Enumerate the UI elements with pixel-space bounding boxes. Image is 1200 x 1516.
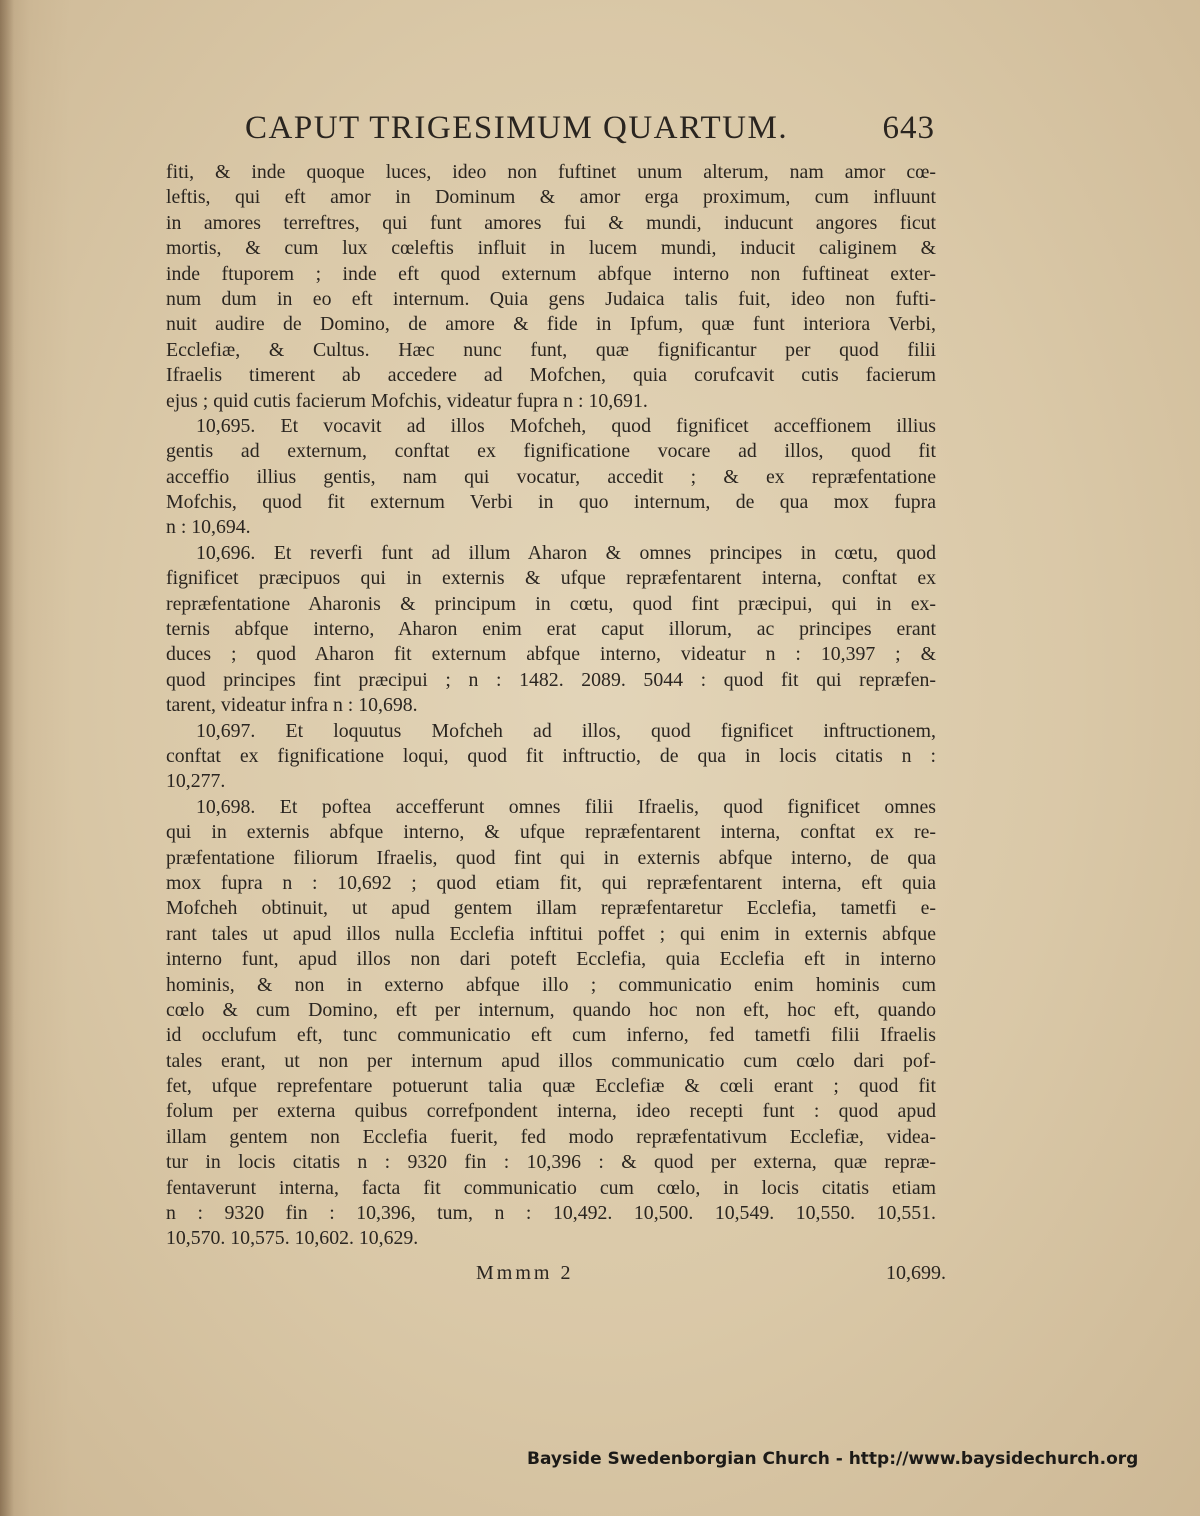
paragraph-10695-start: 10,695. Et vocavit ad illos Mofcheh, quod fignificet acceffionem illius (196, 414, 936, 437)
text-line: fentaverunt interna, facta fit communicatio cum cœlo, in locis citatis etiam (166, 1176, 936, 1199)
text-line: num dum in eo eft internum. Quia gens Judaica talis fuit, ideo non fufti- (166, 287, 936, 310)
text-line: 10,277. (166, 770, 226, 793)
text-line: Mofchis, quod fit externum Verbi in quo internum, de qua mox fupra (166, 491, 936, 514)
watermark-credit: Bayside Swedenborgian Church - http://www.baysidechurch.org (527, 1449, 1139, 1469)
signature-mark: Mmmm 2 (476, 1262, 574, 1284)
text-line: repræfentatione Aharonis & principum in cœtu, quod fint præcipui, qui in ex- (166, 592, 936, 615)
text-line: fignificet præcipuos qui in externis & ufque repræfentarent interna, conftat ex (166, 567, 936, 590)
text-line: n : 10,694. (166, 516, 251, 539)
text-line: leftis, qui eft amor in Dominum & amor erga proximum, cum influunt (166, 186, 936, 209)
text-line: tarent, videatur infra n : 10,698. (166, 694, 418, 717)
text-line: in amores terreftres, qui funt amores fui & mundi, inducunt angores ficut (166, 211, 936, 234)
text-line: quod principes fint præcipui ; n : 1482. 2089. 5044 : quod fit qui repræfen- (166, 668, 936, 691)
text-line: mortis, & cum lux cœleftis influit in lucem mundi, inducit caliginem & (166, 237, 936, 260)
paragraph-10697-start: 10,697. Et loquutus Mofcheh ad illos, quod fignificet inftructionem, (196, 719, 936, 742)
page-footer (166, 1262, 946, 1292)
text-line: gentis ad externum, conftat ex fignificatione vocare ad illos, quod fit (166, 440, 936, 463)
page-number: 643 (882, 110, 935, 146)
text-line: ternis abfque interno, Aharon enim erat caput illorum, ac principes erant (166, 618, 936, 641)
text-line: fet, ufque reprefentare potuerunt talia quæ Ecclefiæ & cœli erant ; quod fit (166, 1075, 936, 1098)
text-line: Ifraelis timerent ab accedere ad Mofchen, quia corufcavit cutis facierum (166, 364, 936, 387)
text-line: inde ftuporem ; inde eft quod externum abfque interno non fuftineat exter- (166, 262, 936, 285)
text-line: præfentatione filiorum Ifraelis, quod fint qui in externis abfque interno, de qua (166, 846, 936, 869)
text-line: conftat ex fignificatione loqui, quod fit inftructio, de qua in locis citatis n : (166, 744, 936, 767)
text-line: nuit audire de Domino, de amore & fide in Ipfum, quæ funt interiora Verbi, (166, 313, 936, 336)
paragraph-10696-start: 10,696. Et reverfi funt ad illum Aharon & omnes principes in cœtu, quod (196, 541, 936, 564)
running-title: CAPUT TRIGESIMUM QUARTUM. (245, 110, 789, 146)
text-line: Mofcheh obtinuit, ut apud gentem illam repræfentaretur Ecclefia, tametfi e- (166, 897, 936, 920)
text-line: acceffio illius gentis, nam qui vocatur, accedit ; & ex repræfentatione (166, 465, 936, 488)
text-line: interno funt, apud illos non dari poteft Ecclefia, quia Ecclefia eft in interno (166, 948, 936, 971)
text-line: mox fupra n : 10,692 ; quod etiam fit, qui repræfentarent interna, eft quia (166, 871, 936, 894)
text-line: 10,570. 10,575. 10,602. 10,629. (166, 1227, 419, 1250)
text-line: folum per externa quibus correfpondent interna, ideo recepti funt : quod apud (166, 1100, 936, 1123)
text-line: rant tales ut apud illos nulla Ecclefia inftitui poffet ; qui enim in externis abfque (166, 922, 936, 945)
paragraph-10698-start: 10,698. Et poftea accefferunt omnes filii Ifraelis, quod fignificet omnes (196, 795, 936, 818)
body-text (166, 160, 936, 1252)
text-line: n : 9320 fin : 10,396, tum, n : 10,492. 10,500. 10,549. 10,550. 10,551. (166, 1202, 936, 1225)
page-header (245, 110, 935, 158)
text-line: tales erant, ut non per internum apud illos communicatio cum cœlo dari pof- (166, 1049, 936, 1072)
text-line: qui in externis abfque interno, & ufque repræfentarent interna, conftat ex re- (166, 821, 936, 844)
catchword: 10,699. (886, 1262, 946, 1284)
page-edge-shadow (0, 0, 14, 1516)
text-line: Ecclefiæ, & Cultus. Hæc nunc funt, quæ fignificantur per quod filii (166, 338, 936, 361)
text-line: ejus ; quid cutis facierum Mofchis, videatur fupra n : 10,691. (166, 389, 648, 412)
text-line: cœlo & cum Domino, eft per internum, quando hoc non eft, hoc eft, quando (166, 998, 936, 1021)
text-line: tur in locis citatis n : 9320 fin : 10,396 : & quod per externa, quæ repræ- (166, 1151, 936, 1174)
text-line: hominis, & non in externo abfque illo ; communicatio enim hominis cum (166, 973, 936, 996)
text-line: illam gentem non Ecclefia fuerit, fed modo repræfentativum Ecclefiæ, videa- (166, 1125, 936, 1148)
text-line: duces ; quod Aharon fit externum abfque interno, videatur n : 10,397 ; & (166, 643, 936, 666)
text-line: id occlufum eft, tunc communicatio eft cum inferno, fed tametfi filii Ifraelis (166, 1024, 936, 1047)
text-line: fiti, & inde quoque luces, ideo non fuftinet unum alterum, nam amor cœ- (166, 161, 936, 183)
